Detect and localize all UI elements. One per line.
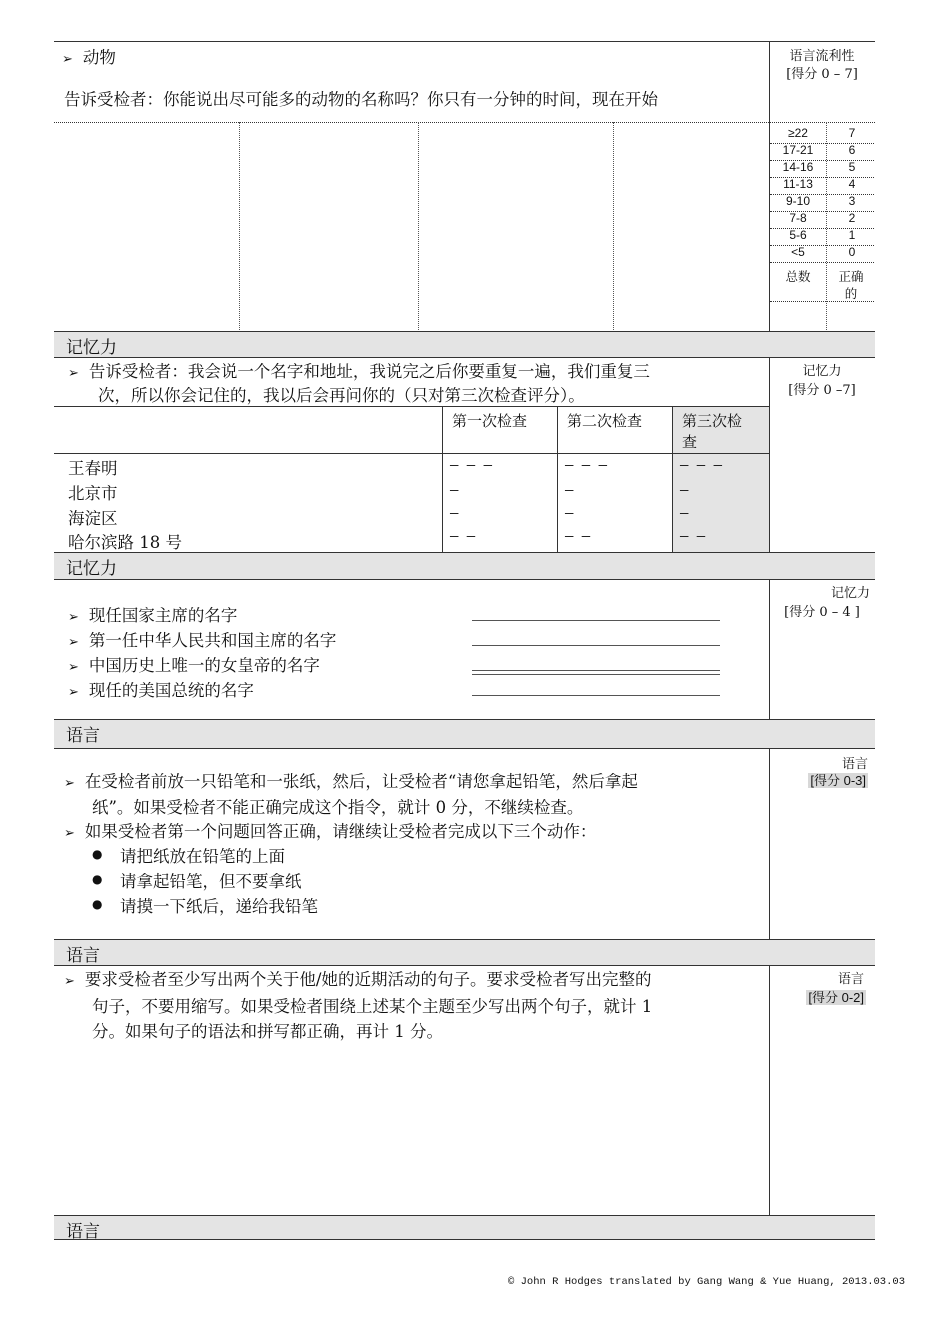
language2-line1: ➢ 要求受检者至少写出两个关于他/她的近期活动的句子。要求受检者写出完整的 [64, 970, 652, 989]
language2-score-range: [得分 0-2] [808, 990, 864, 1005]
bullet-dot-icon: ● [92, 897, 103, 911]
recall-blank: — [450, 506, 459, 522]
answer-col-divider-1 [239, 122, 240, 330]
recall-blank: — — — [680, 458, 723, 474]
recall-blank: — — [450, 529, 476, 545]
score-row: 7-8 2 [789, 211, 856, 225]
animals-title: 动物 [82, 48, 116, 67]
arrow-bullet-icon: ➢ [68, 685, 79, 700]
answer-line[interactable] [472, 695, 720, 696]
answer-col-divider-3 [613, 122, 614, 330]
action-item: 请拿起铅笔，但不要拿纸 [120, 872, 302, 891]
language2-line2: 句子，不要用缩写。如果受检者围绕上述某个主题至少写出两个句子，就计 1 [92, 997, 653, 1016]
band-label: 记忆力 [66, 338, 117, 358]
trial-3-header: 第三次检 [682, 412, 743, 430]
recall-blank: — — [565, 529, 591, 545]
question-item: ➢ 现任国家主席的名字 [68, 606, 238, 625]
bullet-dot-icon: ● [92, 872, 103, 886]
footer-copyright: © John R Hodges translated by Gang Wang & Yue Huang, 2013.03.03 [508, 1276, 905, 1288]
animals-instruction: 告诉受检者：你能说出尽可能多的动物的名称吗？你只有一分钟的时间，现在开始 [64, 90, 658, 109]
bullet-dot-icon: ● [92, 847, 103, 861]
memory-instruction-line2: 次，所以你会记住的，我以后会再问你的（只对第三次检查评分）。 [98, 386, 585, 405]
question-item: ➢ 中国历史上唯一的女皇帝的名字 [68, 656, 320, 675]
score-column-divider [769, 579, 770, 719]
animals-score-label: 语言流利性 [789, 49, 855, 64]
memory-score-range: [得分 0 –7] [788, 383, 856, 398]
total-label: 总数 [785, 269, 811, 284]
memory2-score-label: 记忆力 [830, 586, 870, 601]
arrow-bullet-icon: ➢ [62, 52, 73, 67]
recall-blank: — — — [565, 458, 608, 474]
score-row: 5-6 1 [789, 228, 856, 242]
arrow-bullet-icon: ➢ [68, 610, 79, 625]
band-label: 语言 [66, 1222, 100, 1242]
recall-item-name: 王春明 [68, 459, 118, 478]
score-row: 9-10 3 [785, 194, 856, 208]
recall-blank: — [680, 506, 689, 522]
language2-line3: 分。如果句子的语法和拼写都正确，再计 1 分。 [92, 1022, 443, 1041]
score-row: 11-13 4 [783, 177, 856, 191]
memory-instruction-line1: ➢ 告诉受检者：我会说一个名字和地址，我说完之后你要重复一遍，我们重复三 [68, 362, 650, 381]
recall-blank: — [680, 483, 689, 499]
answer-line[interactable] [472, 670, 720, 671]
correct-label-2: 的 [844, 286, 858, 301]
arrow-bullet-icon: ➢ [64, 826, 75, 841]
arrow-bullet-icon: ➢ [68, 660, 79, 675]
recall-blank: — [450, 483, 459, 499]
language1-para1-line1: ➢ 在受检者前放一只铅笔和一张纸，然后，让受检者“请您拿起铅笔，然后拿起 [64, 772, 638, 791]
language1-para1-line2: 纸”。如果受检者不能正确完成这个指令，就计 0 分，不继续检查。 [92, 798, 584, 817]
recall-blank: — — [680, 529, 706, 545]
trial-1-header: 第一次检查 [452, 412, 528, 430]
score-row: 14-16 5 [782, 160, 856, 174]
score-row: <5 0 [791, 245, 856, 259]
question-item: ➢ 现任的美国总统的名字 [68, 681, 254, 700]
language2-score-label: 语言 [837, 972, 864, 987]
section-band-language [54, 719, 875, 749]
animals-answer-top-rule [54, 122, 875, 123]
answer-line-double [472, 674, 720, 675]
arrow-bullet-icon: ➢ [68, 366, 79, 381]
animals-score-range: [得分 0 – 7] [786, 67, 858, 82]
correct-label: 正确 [838, 269, 864, 284]
answer-line[interactable] [472, 620, 720, 621]
answer-line[interactable] [472, 645, 720, 646]
language1-para2: ➢ 如果受检者第一个问题回答正确，请继续让受检者完成以下三个动作： [64, 822, 597, 841]
language1-score-range: [得分 0-3] [810, 773, 866, 788]
memory-score-label: 记忆力 [802, 364, 842, 379]
memory2-score-range: [得分 0 – 4 ] [784, 605, 860, 620]
animals-heading [62, 44, 116, 68]
recall-item-district: 海淀区 [68, 509, 118, 528]
trial-3-header-cont: 查 [682, 433, 698, 451]
recall-blank: — [565, 506, 574, 522]
score-row: 17-21 6 [782, 143, 856, 157]
band-label: 语言 [66, 726, 100, 746]
action-item: 请把纸放在铅笔的上面 [120, 847, 285, 866]
language1-score-label: 语言 [841, 757, 868, 772]
band-label: 记忆力 [66, 559, 117, 579]
recall-item-street: 哈尔滨路 18 号 [68, 533, 182, 552]
band-label: 语言 [66, 946, 100, 966]
arrow-bullet-icon: ➢ [68, 635, 79, 650]
top-rule [54, 41, 875, 42]
section-band-language-2 [54, 939, 875, 966]
section-band-language-3 [54, 1215, 875, 1240]
recall-blank: — [565, 483, 574, 499]
recall-blank: — — — [450, 458, 493, 474]
arrow-bullet-icon: ➢ [64, 776, 75, 791]
trial-2-header: 第二次检查 [567, 412, 643, 430]
section-band-memory-2 [54, 552, 875, 580]
section-band-memory [54, 331, 875, 358]
question-item: ➢ 第一任中华人民共和国主席的名字 [68, 631, 337, 650]
answer-col-divider-2 [418, 122, 419, 330]
arrow-bullet-icon: ➢ [64, 974, 75, 989]
recall-item-city: 北京市 [68, 484, 118, 503]
score-row: ≥22 7 [788, 126, 856, 140]
action-item: 请摸一下纸后，递给我铅笔 [120, 897, 318, 916]
